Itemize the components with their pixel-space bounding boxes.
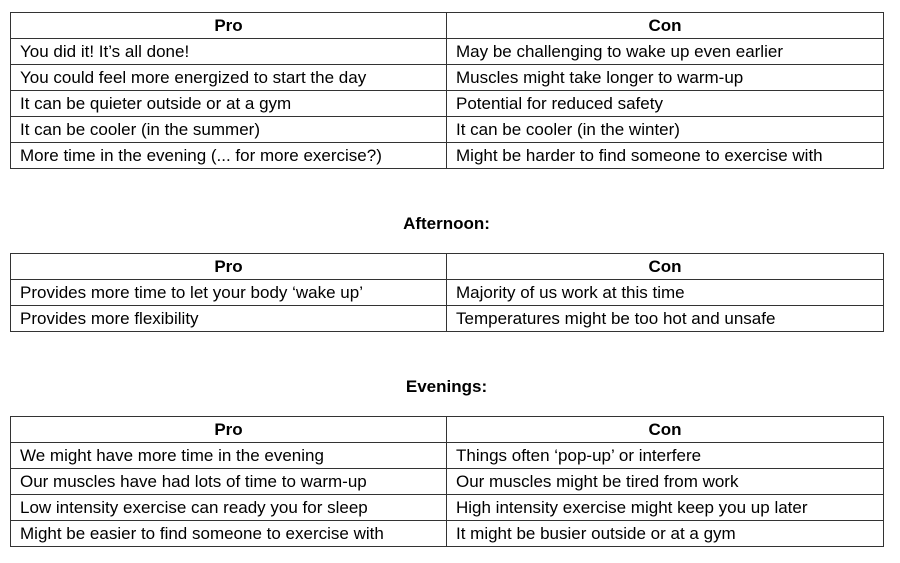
con-cell: Temperatures might be too hot and unsafe bbox=[447, 306, 884, 332]
pro-cell: Might be easier to find someone to exercise with bbox=[11, 521, 447, 547]
con-cell: It might be busier outside or at a gym bbox=[447, 521, 884, 547]
con-column-header: Con bbox=[447, 254, 884, 280]
table-header-row bbox=[11, 254, 884, 280]
con-column-header: Con bbox=[447, 13, 884, 39]
pro-cell: You could feel more energized to start the day bbox=[11, 65, 447, 91]
pro-column-header: Pro bbox=[11, 254, 447, 280]
table-row bbox=[11, 143, 884, 169]
afternoon-heading: Afternoon: bbox=[403, 214, 490, 233]
pro-cell: Low intensity exercise can ready you for sleep bbox=[11, 495, 447, 521]
morning-pros-cons-table bbox=[10, 12, 884, 169]
table-row bbox=[11, 280, 884, 306]
pro-cell: It can be quieter outside or at a gym bbox=[11, 91, 447, 117]
evenings-pros-cons-table bbox=[10, 416, 884, 547]
pro-cell: It can be cooler (in the summer) bbox=[11, 117, 447, 143]
con-cell: It can be cooler (in the winter) bbox=[447, 117, 884, 143]
table-row bbox=[11, 117, 884, 143]
table-row bbox=[11, 306, 884, 332]
table-row bbox=[11, 91, 884, 117]
table-header-row bbox=[11, 13, 884, 39]
evenings-heading: Evenings: bbox=[405, 377, 488, 396]
table-row bbox=[11, 495, 884, 521]
table-row bbox=[11, 469, 884, 495]
con-cell: May be challenging to wake up even earlier bbox=[447, 39, 884, 65]
table-row bbox=[11, 443, 884, 469]
con-column-header: Con bbox=[447, 417, 884, 443]
con-cell: Things often ‘pop-up’ or interfere bbox=[447, 443, 884, 469]
pro-cell: Provides more time to let your body ‘wake up’ bbox=[11, 280, 447, 306]
con-cell: Might be harder to find someone to exercise with bbox=[447, 143, 884, 169]
con-cell: High intensity exercise might keep you up later bbox=[447, 495, 884, 521]
table-row bbox=[11, 65, 884, 91]
pro-column-header: Pro bbox=[11, 13, 447, 39]
con-cell: Majority of us work at this time bbox=[447, 280, 884, 306]
table-row bbox=[11, 39, 884, 65]
pro-cell: More time in the evening (... for more exercise?) bbox=[11, 143, 447, 169]
pro-cell: We might have more time in the evening bbox=[11, 443, 447, 469]
pro-cell: Our muscles have had lots of time to warm-up bbox=[11, 469, 447, 495]
table-header-row bbox=[11, 417, 884, 443]
pro-column-header: Pro bbox=[11, 417, 447, 443]
afternoon-pros-cons-table bbox=[10, 253, 884, 332]
table-row bbox=[11, 521, 884, 547]
pro-cell: You did it! It’s all done! bbox=[11, 39, 447, 65]
con-cell: Our muscles might be tired from work bbox=[447, 469, 884, 495]
con-cell: Potential for reduced safety bbox=[447, 91, 884, 117]
pro-cell: Provides more flexibility bbox=[11, 306, 447, 332]
con-cell: Muscles might take longer to warm-up bbox=[447, 65, 884, 91]
